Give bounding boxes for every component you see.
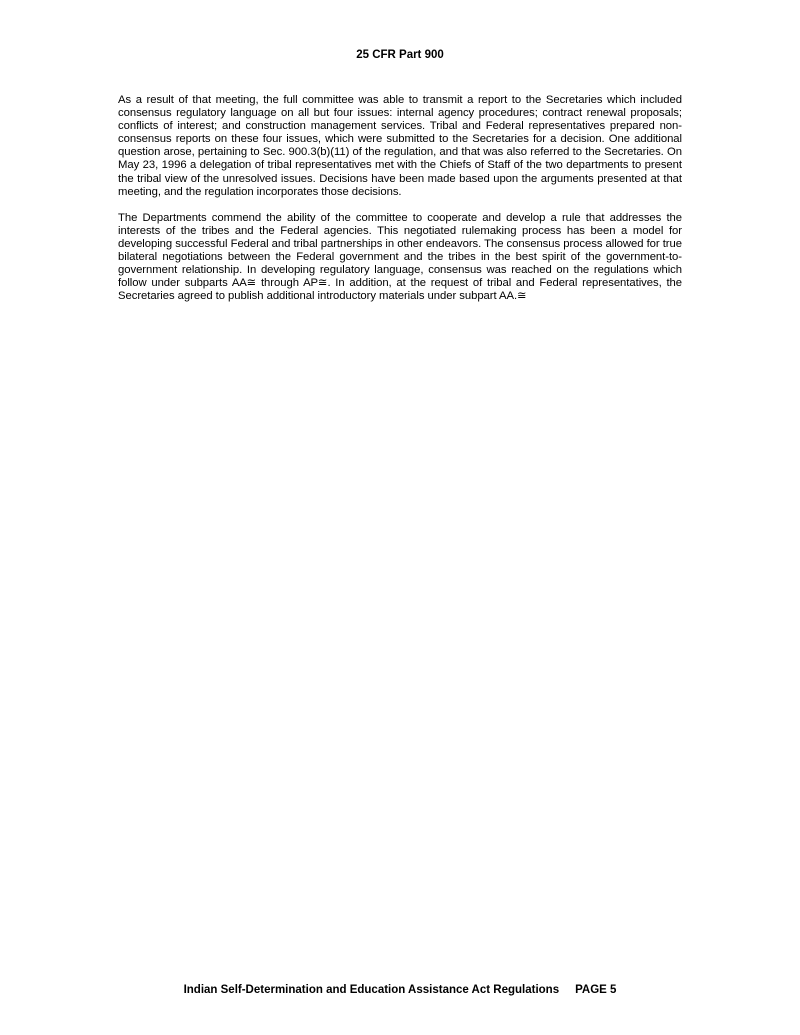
page-footer: Indian Self-Determination and Education Assistance Act Regulations PAGE 5 — [183, 984, 617, 996]
document-body — [118, 94, 682, 316]
body-paragraph-1: As a result of that meeting, the full committee was able to transmit a report to the Secretaries which included consensus regulatory language on all but four issues: internal agency procedures; contract renewal proposals; conflicts of interest; and construction management services. Tribal and Federal representatives prepared non-consensus reports on these four issues, which were submitted to the Secretaries for a decision. One additional question arose, pertaining to Sec. 900.3(b)(11) of the regulation, and that was also referred to the Secretaries. On May 23, 1996 a delegation of tribal representatives met with the Chiefs of Staff of the two departments to present the tribal view of the unresolved issues. Decisions have been made based upon the arguments presented at that meeting, and the regulation incorporates those decisions. — [118, 94, 682, 198]
page-header-title: 25 CFR Part 900 — [356, 49, 444, 61]
body-paragraph-2: The Departments commend the ability of the committee to cooperate and develop a rule that addresses the interests of the tribes and the Federal agencies. This negotiated rulemaking process has been a model for developing successful Federal and tribal partnerships in other endeavors. The consensus process allowed for true bilateral negotiations between the Federal government and the tribes in the best spirit of the government-to-government relationship. In developing regulatory language, consensus was reached on the regulations which follow under subparts AA≅ through AP≅. In addition, at the request of tribal and Federal representatives, the Secretaries agreed to publish additional introductory materials under subpart AA.≅ — [118, 211, 682, 303]
